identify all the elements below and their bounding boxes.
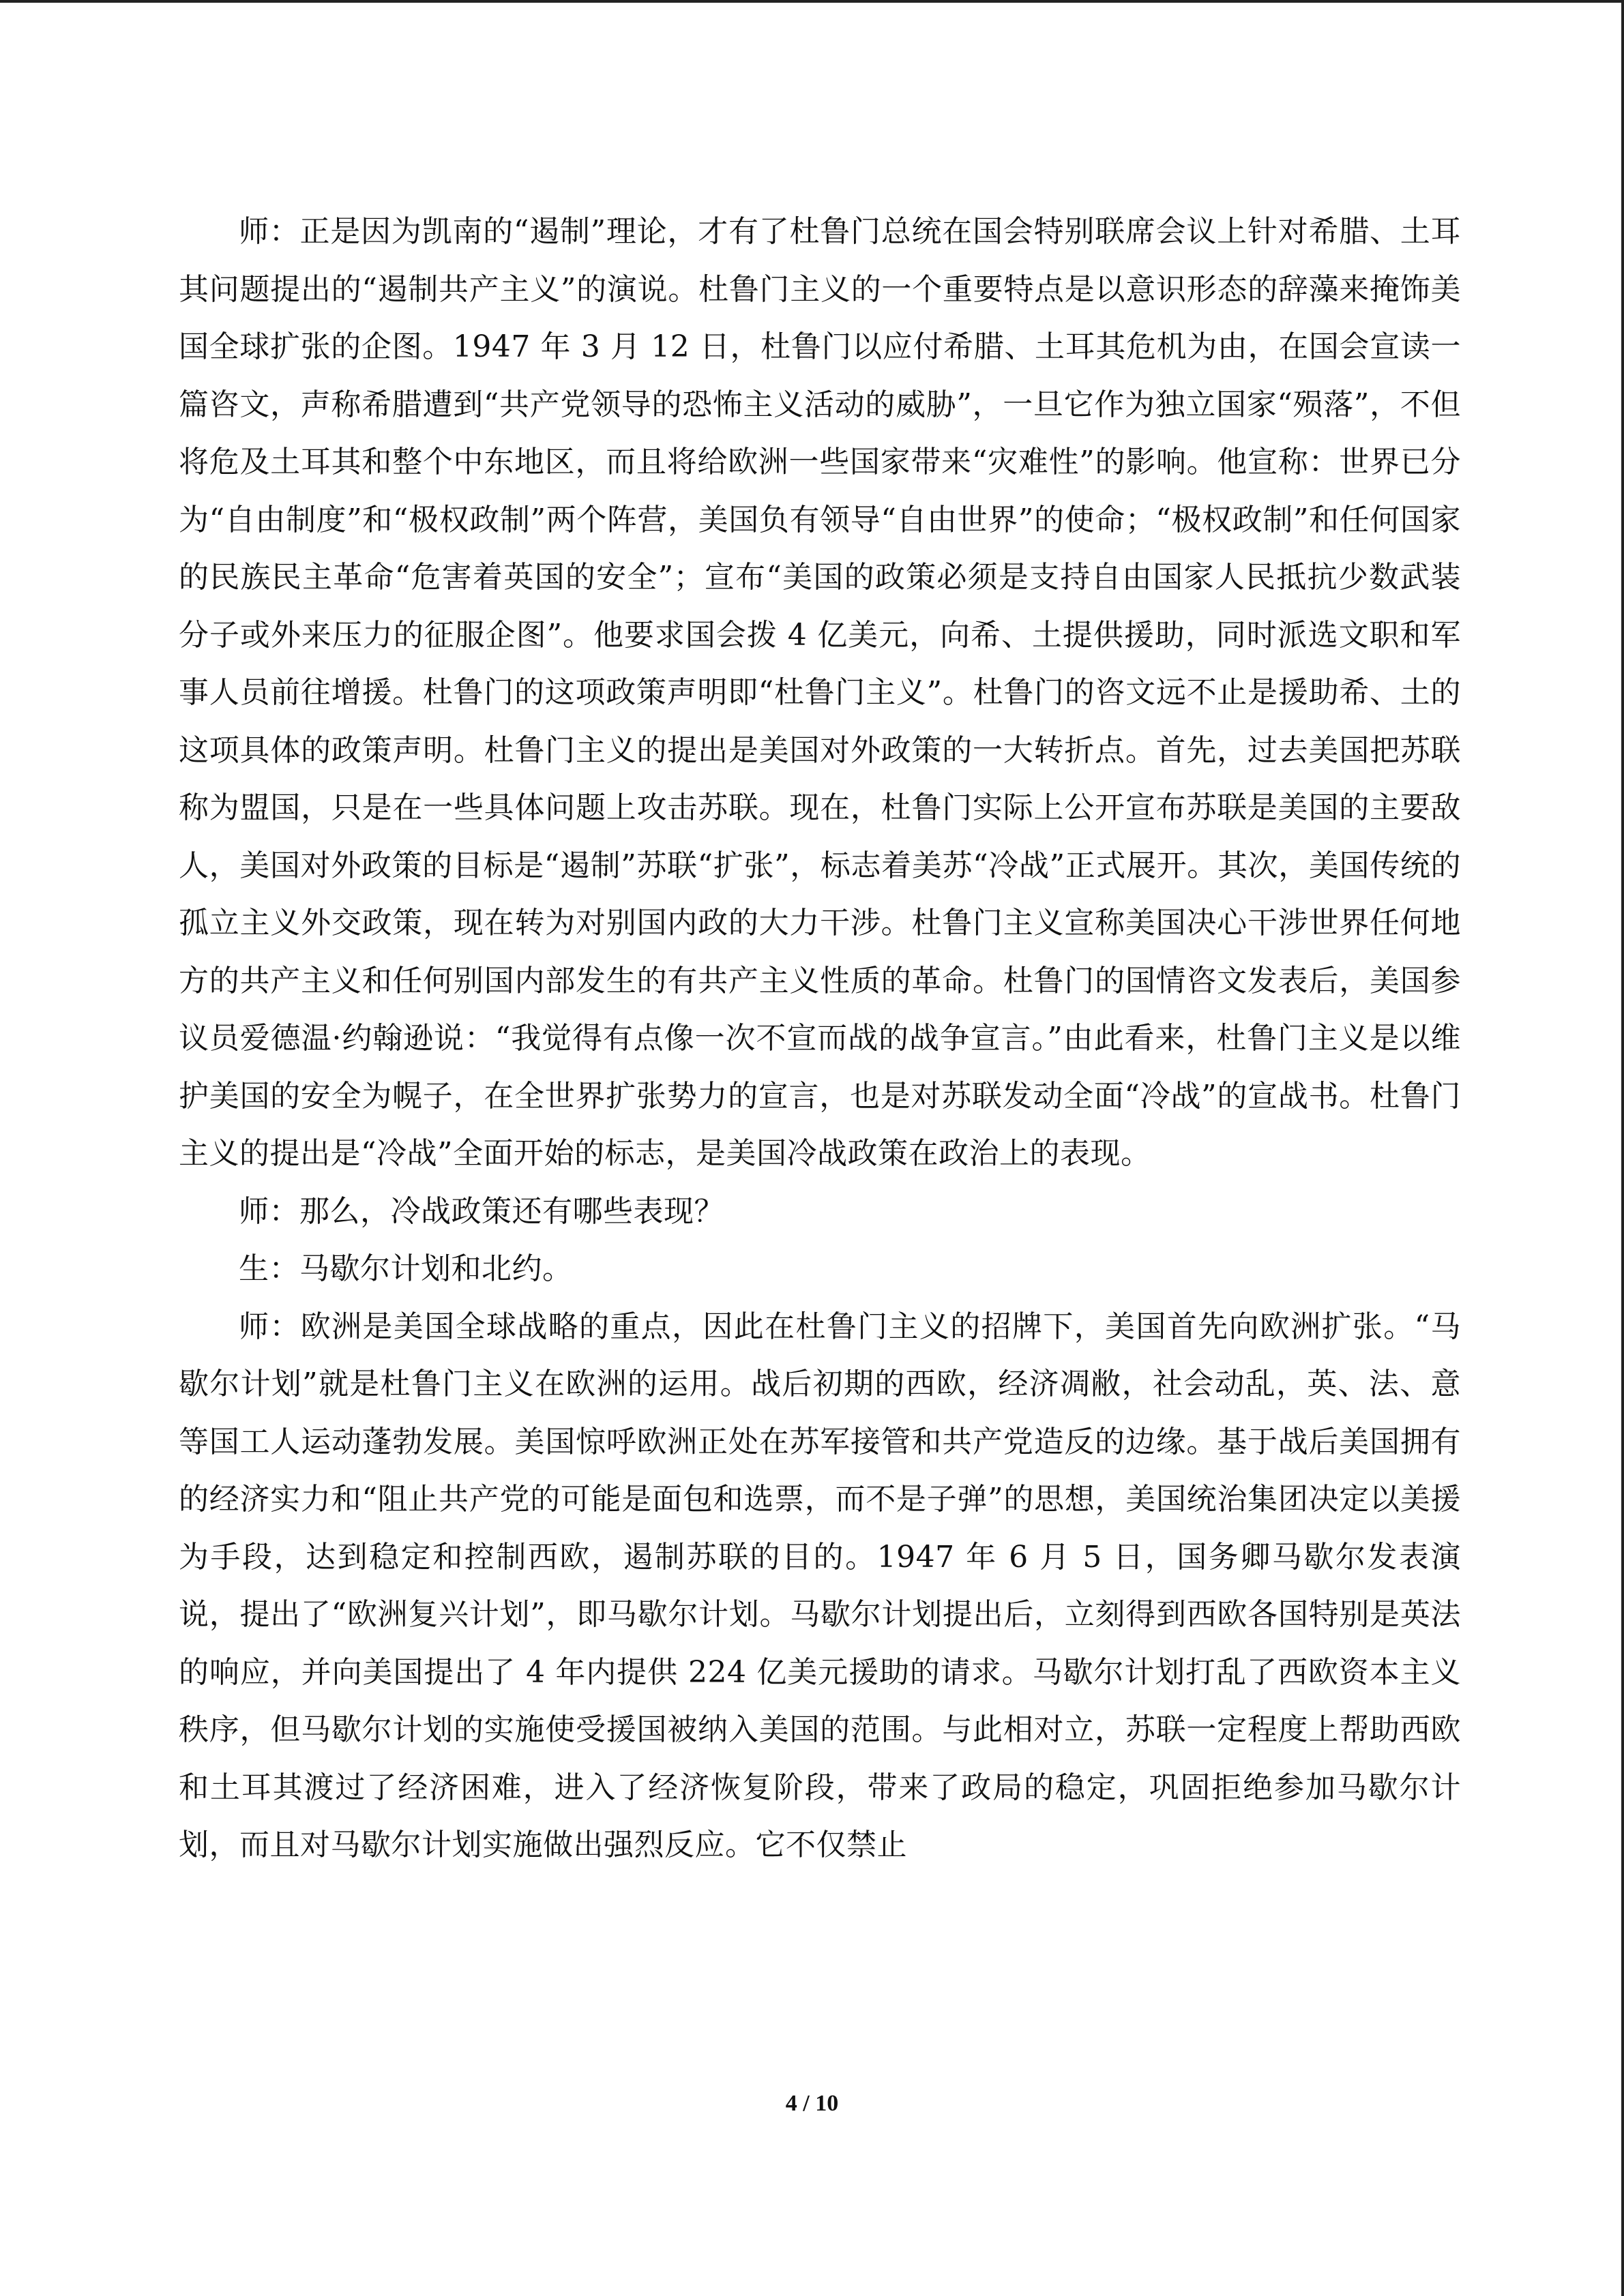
- paragraph-teacher-truman-doctrine: 师：正是因为凯南的“遏制”理论，才有了杜鲁门总统在国会特别联席会议上针对希腊、土耳其问题提出的“遏制共产主义”的演说。杜鲁门主义的一个重要特点是以意识形态的辞藻来掩饰美国全球扩张的企图。1947 年 3 月 12 日，杜鲁门以应付希腊、土耳其危机为由，在国会宣读一篇咨文，声称希腊遭到“共产党领导的恐怖主义活动的威胁”，一旦它作为独立国家“殒落”，不但将危及土耳其和整个中东地区，而且将给欧洲一些国家带来“灾难性”的影响。他宣称：世界已分为“自由制度”和“极权政制”两个阵营，美国负有领导“自由世界”的使命；“极权政制”和任何国家的民族民主革命“危害着英国的安全”；宣布“美国的政策必须是支持自由国家人民抵抗少数武装分子或外来压力的征服企图”。他要求国会拨 4 亿美元，向希、土提供援助，同时派选文职和军事人员前往增援。杜鲁门的这项政策声明即“杜鲁门主义”。杜鲁门的咨文远不止是援助希、土的这项具体的政策声明。杜鲁门主义的提出是美国对外政策的一大转折点。首先，过去美国把苏联称为盟国，只是在一些具体问题上攻击苏联。现在，杜鲁门实际上公开宣布苏联是美国的主要敌人，美国对外政策的目标是“遏制”苏联“扩张”，标志着美苏“冷战”正式展开。其次，美国传统的孤立主义外交政策，现在转为对别国内政的大力干涉。杜鲁门主义宣称美国决心干涉世界任何地方的共产主义和任何别国内部发生的有共产主义性质的革命。杜鲁门的国情咨文发表后，美国参议员爱德温·约翰逊说：“我觉得有点像一次不宣而战的战争宣言。”由此看来，杜鲁门主义是以维护美国的安全为幌子，在全世界扩张势力的宣言，也是对苏联发动全面“冷战”的宣战书。杜鲁门主义的提出是“冷战”全面开始的标志，是美国冷战政策在政治上的表现。: [179, 214, 1461, 1171]
- document-body: [179, 203, 1461, 1875]
- page-right-border: [1621, 0, 1624, 2296]
- paragraph-teacher-question: 师：那么，冷战政策还有哪些表现？: [239, 1193, 724, 1229]
- page-number: 4 / 10: [785, 2091, 839, 2116]
- paragraph-teacher-marshall-plan: 师：欧洲是美国全球战略的重点，因此在杜鲁门主义的招牌下，美国首先向欧洲扩张。“马歇尔计划”就是杜鲁门主义在欧洲的运用。战后初期的西欧，经济凋敝，社会动乱，英、法、意等国工人运动蓬勃发展。美国惊呼欧洲正处在苏军接管和共产党造反的边缘。基于战后美国拥有的经济实力和“阻止共产党的可能是面包和选票，而不是子弹”的思想，美国统治集团决定以美援为手段，达到稳定和控制西欧，遏制苏联的目的。1947 年 6 月 5 日，国务卿马歇尔发表演说，提出了“欧洲复兴计划”，即马歇尔计划。马歇尔计划提出后，立刻得到西欧各国特别是英法的响应，并向美国提出了 4 年内提供 224 亿美元援助的请求。马歇尔计划打乱了西欧资本主义秩序，但马歇尔计划的实施使受援国被纳入美国的范围。与此相对立，苏联一定程度上帮助西欧和土耳其渡过了经济困难，进入了经济恢复阶段，带来了政局的稳定，巩固拒绝参加马歇尔计划，而且对马歇尔计划实施做出强烈反应。它不仅禁止: [179, 1309, 1461, 1862]
- page-top-border: [0, 0, 1624, 3]
- paragraph-student-answer: 生：马歇尔计划和北约。: [239, 1251, 573, 1286]
